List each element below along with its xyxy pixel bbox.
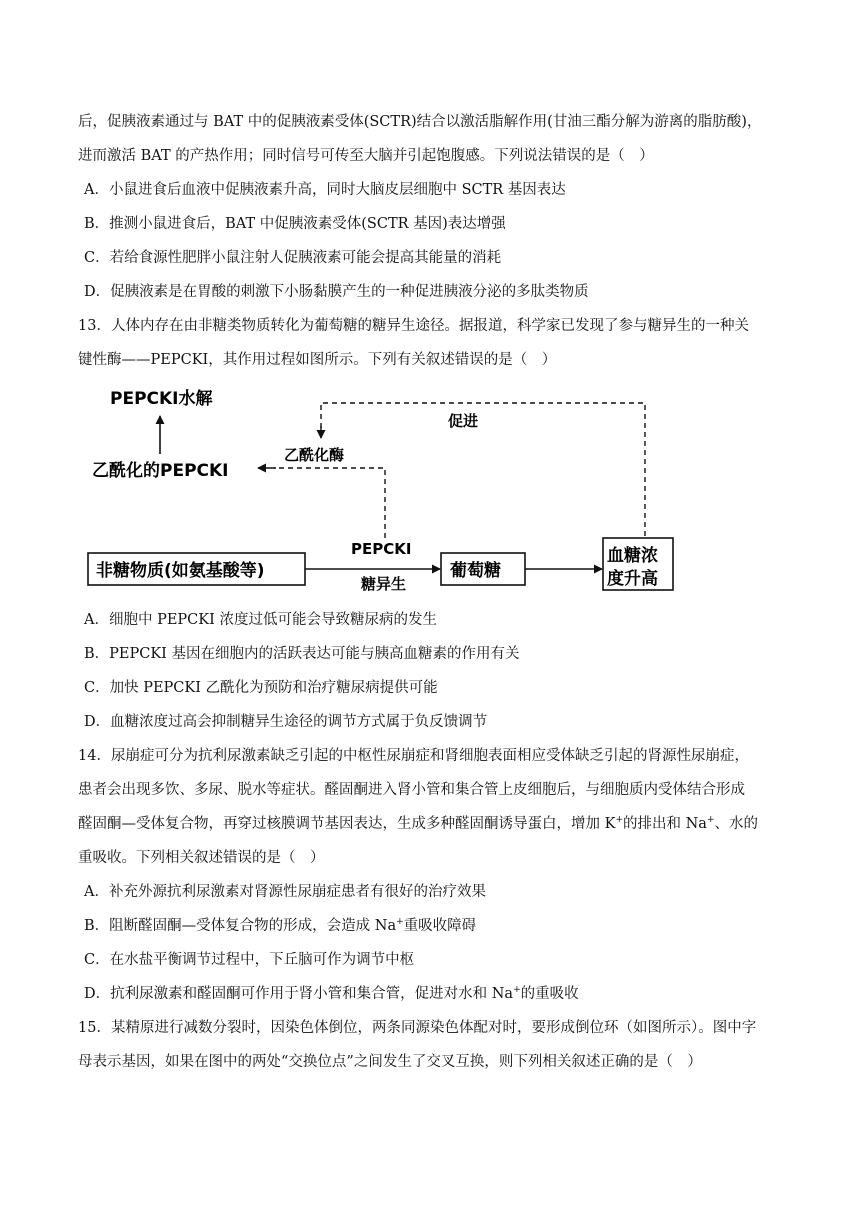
q13-stem-line1: 13．人体内存在由非糖类物质转化为葡萄糖的糖异生途径。据报道，科学家已发现了参与糖异生的一种关 xyxy=(78,318,749,334)
q13-stem-line2: 键性酶——PEPCKI，其作用过程如图所示。下列有关叙述错误的是（ ） xyxy=(78,352,557,368)
q12-option-a: A．小鼠进食后血液中促胰液素升高，同时大脑皮层细胞中 SCTR 基因表达 xyxy=(84,182,566,198)
promote-dashed-line xyxy=(321,403,645,536)
acetylated-pepcki-label: 乙酰化的PEPCKI xyxy=(92,461,229,481)
blood-sugar-label-top: 血糖浓 xyxy=(607,546,658,566)
gluconeogenesis-label: 糖异生 xyxy=(361,575,407,593)
gluconeogenesis-diagram xyxy=(78,376,678,596)
q13-option-d: D．血糖浓度过高会抑制糖异生途径的调节方式属于负反馈调节 xyxy=(84,714,488,730)
promote-label: 促进 xyxy=(448,412,479,430)
q14-option-d: D．抗利尿激素和醛固酮可作用于肾小管和集合管，促进对水和 Na+的重吸收 xyxy=(84,985,579,1002)
glucose-label: 葡萄糖 xyxy=(450,561,501,581)
q14-stem-line3: 醛固酮—受体复合物，再穿过核膜调节基因表达，生成多种醛固酮诱导蛋白，增加 K+的排出和 Na+、水的 xyxy=(78,815,758,832)
q12-option-b: B．推测小鼠进食后，BAT 中促胰液素受体(SCTR 基因)表达增强 xyxy=(84,216,506,232)
q14-stem-line2: 患者会出现多饮、多尿、脱水等症状。醛固酮进入肾小管和集合管上皮细胞后，与细胞质内受体结合形成 xyxy=(78,782,745,798)
non-sugar-label: 非糖物质(如氨基酸等) xyxy=(96,561,265,581)
q12-option-d: D．促胰液素是在胃酸的刺激下小肠黏膜产生的一种促进胰液分泌的多肽类物质 xyxy=(84,284,589,300)
q14-stem-line1: 14．尿崩症可分为抗利尿激素缺乏引起的中枢性尿崩症和肾细胞表面相应受体缺乏引起的肾源性尿崩症， xyxy=(78,748,749,764)
blood-sugar-label-bottom: 度升高 xyxy=(607,569,658,589)
q12-stem-line1: 后，促胰液素通过与 BAT 中的促胰液素受体(SCTR)结合以激活脂解作用(甘油三酯分解为游离的脂肪酸)， xyxy=(78,114,762,130)
q13-option-a: A．细胞中 PEPCKI 浓度过低可能会导致糖尿病的发生 xyxy=(84,612,437,628)
q15-stem-line1: 15．某精原进行减数分裂时，因染色体倒位，两条同源染色体配对时，要形成倒位环（如图所示）。图中字 xyxy=(78,1020,757,1036)
q12-option-c: C．若给食源性肥胖小鼠注射人促胰液素可能会提高其能量的消耗 xyxy=(84,250,502,266)
q12-stem-line2: 进而激活 BAT 的产热作用；同时信号可传至大脑并引起饱腹感。下列说法错误的是（ ） xyxy=(78,148,654,164)
hydrolysis-label: PEPCKI水解 xyxy=(110,389,213,409)
q14-option-c: C．在水盐平衡调节过程中，下丘脑可作为调节中枢 xyxy=(84,952,415,968)
q14-stem-line4: 重吸收。下列相关叙述错误的是（ ） xyxy=(78,850,325,866)
acetylase-label: 乙酰化酶 xyxy=(284,446,345,464)
q15-stem-line2: 母表示基因，如果在图中的两处“交换位点”之间发生了交叉互换，则下列相关叙述正确的是（ ） xyxy=(78,1054,702,1070)
q13-option-c: C．加快 PEPCKI 乙酰化为预防和治疗糖尿病提供可能 xyxy=(84,680,438,696)
q14-option-a: A．补充外源抗利尿激素对肾源性尿崩症患者有很好的治疗效果 xyxy=(84,884,486,900)
q14-option-b: B．阻断醛固酮—受体复合物的形成，会造成 Na+重吸收障碍 xyxy=(84,917,477,934)
pepcki-label: PEPCKI xyxy=(351,540,412,558)
q13-option-b: B．PEPCKI 基因在细胞内的活跃表达可能与胰高血糖素的作用有关 xyxy=(84,646,520,662)
pepcki-dashed-line xyxy=(274,468,385,538)
